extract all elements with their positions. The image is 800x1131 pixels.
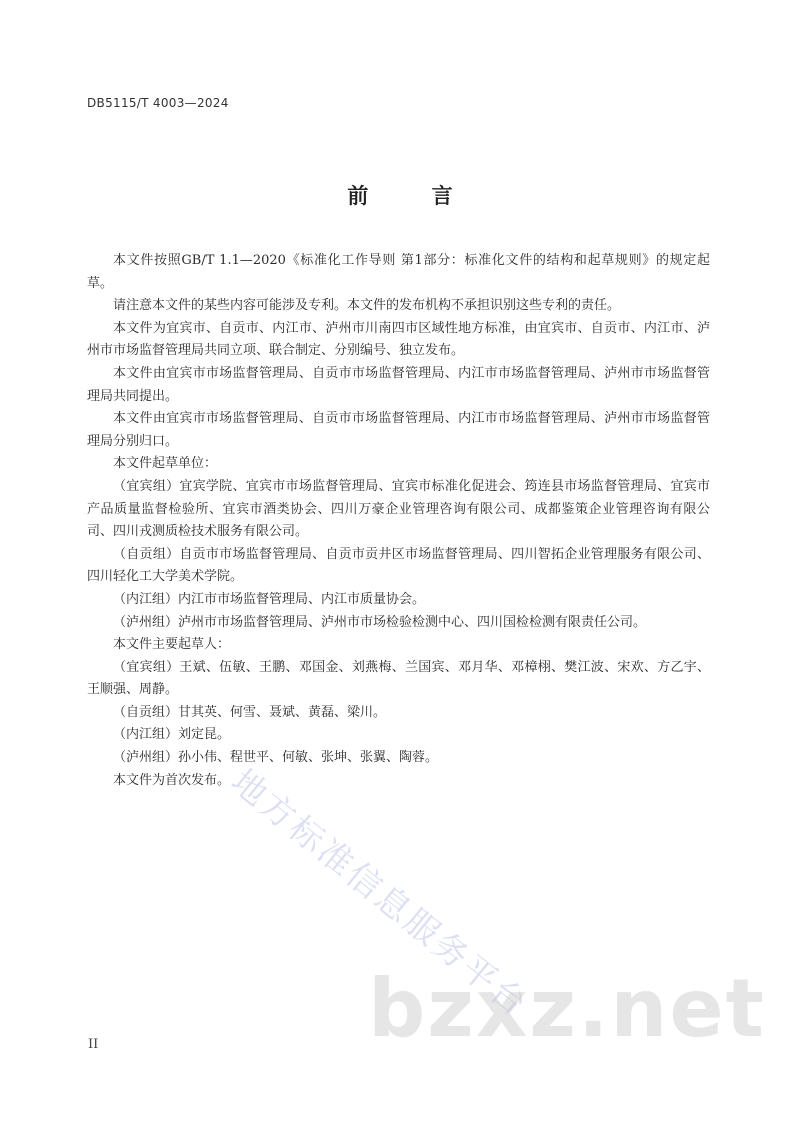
document-code: DB5115/T 4003—2024 <box>87 96 229 110</box>
paragraph: 本文件主要起草人： <box>113 637 231 653</box>
paragraph: （自贡组）自贡市市场监督管理局、自贡市贡井区市场监督管理局、四川智拓企业管理服务有限公司、四川轻化工大学美术学院。 <box>87 546 710 585</box>
platform-watermark: 地方标准信息服务平台 <box>223 761 536 1026</box>
paragraph: 本文件起草单位： <box>113 456 218 472</box>
site-watermark: bzxz.net <box>368 962 766 1055</box>
page-number: II <box>88 1037 99 1052</box>
paragraph: （宜宾组）宜宾学院、宜宾市市场监督管理局、宜宾市标准化促进会、筠连县市场监督管理局、宜宾市产品质量监督检验所、宜宾市酒类协会、四川万豪企业管理咨询有限公司、成都鉴策企业管理咨询有限公司、四川戎测质检技术服务有限公司。 <box>87 478 710 540</box>
paragraph: 本文件为宜宾市、自贡市、内江市、泸州市川南四市区域性地方标准，由宜宾市、自贡市、内江市、泸州市市场监督管理局共同立项、联合制定、分别编号、独立发布。 <box>87 320 710 359</box>
paragraph: （自贡组）甘其英、何雪、聂斌、黄磊、梁川。 <box>113 704 387 720</box>
paragraph: 请注意本文件的某些内容可能涉及专利。本文件的发布机构不承担识别这些专利的责任。 <box>113 298 621 314</box>
paragraph: 本文件为首次发布。 <box>113 772 231 788</box>
paragraph: （宜宾组）王斌、伍敏、王鹏、邓国金、刘燕梅、兰国宾、邓月华、邓樟栩、樊江波、宋欢、方乙宇、王顺强、周静。 <box>87 659 710 698</box>
paragraph: 本文件由宜宾市市场监督管理局、自贡市市场监督管理局、内江市市场监督管理局、泸州市市场监督管理局分别归口。 <box>87 411 710 449</box>
paragraph: （泸州组）孙小伟、程世平、何敏、张坤、张翼、陶蓉。 <box>113 750 439 766</box>
paragraph: （内江组）内江市市场监督管理局、内江市质量协会。 <box>113 591 426 607</box>
page-title: 前 言 <box>347 184 481 208</box>
paragraph: （泸州组）泸州市市场监督管理局、泸州市市场检验检测中心、四川国检检测有限责任公司。 <box>113 614 647 630</box>
paragraph: 本文件按照GB/T 1.1—2020《标准化工作导则 第1部分：标准化文件的结构和起草规则》的规定起草。 <box>87 253 710 291</box>
foreword-body <box>87 250 710 792</box>
paragraph: 本文件由宜宾市市场监督管理局、自贡市市场监督管理局、内江市市场监督管理局、泸州市市场监督管理局共同提出。 <box>87 365 710 404</box>
paragraph: （内江组）刘定昆。 <box>113 727 231 743</box>
